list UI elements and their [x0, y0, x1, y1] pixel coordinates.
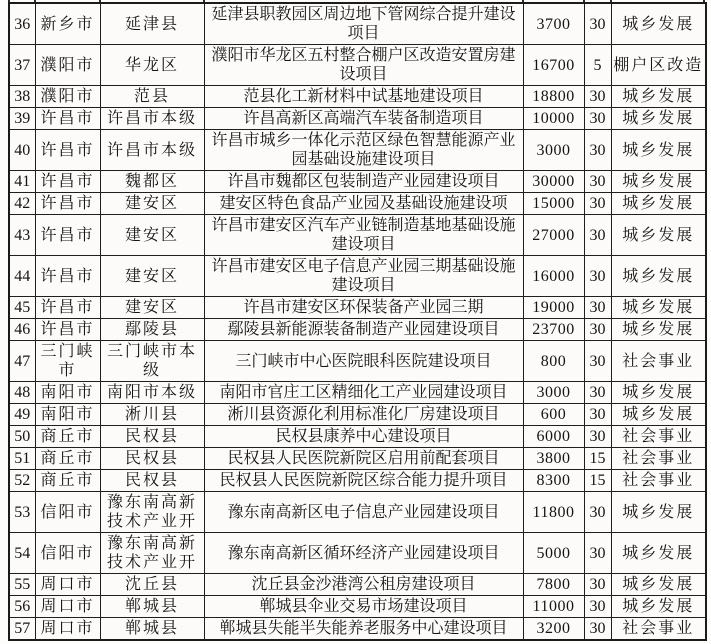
- cell-seq: 45: [9, 297, 35, 319]
- cell-years: 15: [584, 448, 611, 470]
- table-row: [9, 533, 706, 574]
- cell-city: 濮阳市: [35, 45, 100, 86]
- cell-city: 商丘市: [35, 448, 100, 470]
- cell-category: 社会事业: [611, 448, 706, 470]
- cell-seq: 57: [9, 618, 35, 641]
- cell-city: 许昌市: [35, 256, 100, 297]
- cell-district: 鄢陵县: [100, 319, 204, 341]
- cell-seq: 52: [9, 470, 35, 492]
- cell-category: 社会事业: [611, 618, 706, 641]
- table-row: [9, 3, 706, 45]
- table-row: [9, 492, 706, 533]
- cell-seq: 54: [9, 533, 35, 574]
- cell-amount: 19000: [523, 297, 584, 319]
- cell-district: 民权县: [100, 426, 204, 448]
- cell-amount: 30000: [523, 171, 584, 193]
- cell-category: 棚户区改造: [611, 45, 706, 86]
- cell-city: 信阳市: [35, 492, 100, 533]
- table-row: [9, 319, 706, 341]
- cell-seq: 42: [9, 193, 35, 215]
- cell-city: 南阳市: [35, 404, 100, 426]
- cell-years: 30: [584, 108, 611, 130]
- cell-seq: 49: [9, 404, 35, 426]
- cell-seq: 38: [9, 86, 35, 108]
- cell-seq: 41: [9, 171, 35, 193]
- table-row: [9, 108, 706, 130]
- table-row: [9, 341, 706, 382]
- cell-district: 三门峡市本级: [100, 341, 204, 382]
- cell-years: 30: [584, 130, 611, 171]
- cell-seq: 39: [9, 108, 35, 130]
- cell-city: 许昌市: [35, 130, 100, 171]
- cell-district: 沈丘县: [100, 574, 204, 596]
- cell-project: 许昌市城乡一体化示范区绿色智慧能源产业园基础设施建设项目: [204, 130, 523, 171]
- cell-project: 许昌市魏都区包装制造产业园建设项目: [204, 171, 523, 193]
- table-row: [9, 171, 706, 193]
- cell-district: 民权县: [100, 470, 204, 492]
- table-row: [9, 448, 706, 470]
- cell-district: 建安区: [100, 193, 204, 215]
- cell-category: 城乡发展: [611, 596, 706, 618]
- cell-amount: 18800: [523, 86, 584, 108]
- cell-district: 民权县: [100, 448, 204, 470]
- cell-amount: 600: [523, 404, 584, 426]
- table-row: [9, 426, 706, 448]
- cell-seq: 37: [9, 45, 35, 86]
- cell-amount: 11000: [523, 596, 584, 618]
- cell-project: 民权县康养中心建设项目: [204, 426, 523, 448]
- table-row: [9, 382, 706, 404]
- table-row: [9, 256, 706, 297]
- cell-project: 延津县职教园区周边地下管网综合提升建设项目: [204, 3, 523, 45]
- cell-seq: 46: [9, 319, 35, 341]
- cell-city: 商丘市: [35, 426, 100, 448]
- cell-city: 商丘市: [35, 470, 100, 492]
- cell-project: 民权县人民医院新院区综合能力提升项目: [204, 470, 523, 492]
- cell-category: 城乡发展: [611, 86, 706, 108]
- cell-city: 许昌市: [35, 108, 100, 130]
- cell-category: 城乡发展: [611, 193, 706, 215]
- cell-district: 豫东南高新技术产业开: [100, 533, 204, 574]
- cell-city: 三门峡市: [35, 341, 100, 382]
- cell-district: 淅川县: [100, 404, 204, 426]
- cell-years: 30: [584, 319, 611, 341]
- cell-years: 30: [584, 618, 611, 641]
- table-row: [9, 470, 706, 492]
- cell-seq: 36: [9, 3, 35, 45]
- cell-project: 许昌市建安区环保装备产业园三期: [204, 297, 523, 319]
- cell-seq: 44: [9, 256, 35, 297]
- cell-amount: 16700: [523, 45, 584, 86]
- cell-project: 郸城县伞业交易市场建设项目: [204, 596, 523, 618]
- cell-years: 5: [584, 45, 611, 86]
- cell-amount: 15000: [523, 193, 584, 215]
- cell-years: 30: [584, 297, 611, 319]
- cell-amount: 8300: [523, 470, 584, 492]
- cell-city: 许昌市: [35, 171, 100, 193]
- cell-years: 30: [584, 341, 611, 382]
- cell-years: 30: [584, 596, 611, 618]
- cell-years: 30: [584, 193, 611, 215]
- cell-city: 许昌市: [35, 319, 100, 341]
- cell-project: 沈丘县金沙港湾公租房建设项目: [204, 574, 523, 596]
- cell-district: 南阳市本级: [100, 382, 204, 404]
- cell-category: 城乡发展: [611, 533, 706, 574]
- cell-city: 许昌市: [35, 193, 100, 215]
- cell-city: 周口市: [35, 596, 100, 618]
- cell-amount: 10000: [523, 108, 584, 130]
- cell-category: 社会事业: [611, 470, 706, 492]
- table-row: [9, 596, 706, 618]
- cell-years: 30: [584, 256, 611, 297]
- table-row: [9, 45, 706, 86]
- cell-city: 周口市: [35, 618, 100, 641]
- cell-amount: 23700: [523, 319, 584, 341]
- cell-project: 民权县人民医院新院区启用前配套项目: [204, 448, 523, 470]
- cell-category: 城乡发展: [611, 256, 706, 297]
- cell-years: 30: [584, 404, 611, 426]
- cell-category: 城乡发展: [611, 130, 706, 171]
- cell-amount: 3000: [523, 130, 584, 171]
- cell-years: 30: [584, 86, 611, 108]
- cell-seq: 50: [9, 426, 35, 448]
- cell-district: 范县: [100, 86, 204, 108]
- cell-district: 魏都区: [100, 171, 204, 193]
- cell-category: 社会事业: [611, 341, 706, 382]
- cell-amount: 7800: [523, 574, 584, 596]
- cell-years: 30: [584, 171, 611, 193]
- cell-years: 30: [584, 3, 611, 45]
- cell-district: 华龙区: [100, 45, 204, 86]
- cell-amount: 3200: [523, 618, 584, 641]
- project-table-body: [9, 3, 706, 640]
- cell-city: 许昌市: [35, 215, 100, 256]
- cell-project: 濮阳市华龙区五村整合棚户区改造安置房建设项目: [204, 45, 523, 86]
- cell-years: 30: [584, 533, 611, 574]
- cell-district: 许昌市本级: [100, 108, 204, 130]
- cell-project: 南阳市官庄工区精细化工产业园建设项目: [204, 382, 523, 404]
- cell-category: 城乡发展: [611, 382, 706, 404]
- cell-category: 城乡发展: [611, 574, 706, 596]
- cell-city: 周口市: [35, 574, 100, 596]
- cell-amount: 3800: [523, 448, 584, 470]
- cell-district: 郸城县: [100, 618, 204, 641]
- cell-seq: 51: [9, 448, 35, 470]
- cell-amount: 6000: [523, 426, 584, 448]
- cell-category: 城乡发展: [611, 171, 706, 193]
- table-row: [9, 130, 706, 171]
- cell-years: 30: [584, 574, 611, 596]
- cell-category: 城乡发展: [611, 215, 706, 256]
- cell-amount: 3000: [523, 382, 584, 404]
- cell-amount: 27000: [523, 215, 584, 256]
- cell-seq: 43: [9, 215, 35, 256]
- cell-project: 淅川县资源化利用标准化厂房建设项目: [204, 404, 523, 426]
- cell-amount: 16000: [523, 256, 584, 297]
- cell-seq: 56: [9, 596, 35, 618]
- cell-district: 许昌市本级: [100, 130, 204, 171]
- table-row: [9, 618, 706, 641]
- table-row: [9, 574, 706, 596]
- cell-city: 南阳市: [35, 382, 100, 404]
- cell-project: 豫东南高新区电子信息产业园建设项目: [204, 492, 523, 533]
- cell-years: 30: [584, 492, 611, 533]
- cell-project: 建安区特色食品产业园及基础设施建设项: [204, 193, 523, 215]
- cell-category: 城乡发展: [611, 319, 706, 341]
- table-row: [9, 86, 706, 108]
- table-row: [9, 193, 706, 215]
- cell-district: 建安区: [100, 256, 204, 297]
- cell-years: 30: [584, 426, 611, 448]
- cell-district: 延津县: [100, 3, 204, 45]
- cell-category: 城乡发展: [611, 108, 706, 130]
- cell-amount: 3700: [523, 3, 584, 45]
- table-row: [9, 215, 706, 256]
- table-row: [9, 404, 706, 426]
- cell-city: 新乡市: [35, 3, 100, 45]
- cell-amount: 800: [523, 341, 584, 382]
- cell-seq: 40: [9, 130, 35, 171]
- cell-seq: 48: [9, 382, 35, 404]
- cell-city: 濮阳市: [35, 86, 100, 108]
- project-table: [8, 2, 707, 641]
- cell-seq: 47: [9, 341, 35, 382]
- cell-project: 豫东南高新区循环经济产业园建设项目: [204, 533, 523, 574]
- cell-project: 鄢陵县新能源装备制造产业园建设项目: [204, 319, 523, 341]
- cell-years: 30: [584, 215, 611, 256]
- cell-category: 城乡发展: [611, 3, 706, 45]
- cell-category: 社会事业: [611, 426, 706, 448]
- cell-district: 建安区: [100, 215, 204, 256]
- cell-project: 三门峡市中心医院眼科医院建设项目: [204, 341, 523, 382]
- cell-city: 信阳市: [35, 533, 100, 574]
- cell-district: 郸城县: [100, 596, 204, 618]
- cell-amount: 11800: [523, 492, 584, 533]
- cell-category: 城乡发展: [611, 297, 706, 319]
- cell-category: 城乡发展: [611, 492, 706, 533]
- cell-years: 30: [584, 382, 611, 404]
- cell-city: 许昌市: [35, 297, 100, 319]
- table-row: [9, 297, 706, 319]
- cell-amount: 5000: [523, 533, 584, 574]
- cell-seq: 55: [9, 574, 35, 596]
- cell-years: 15: [584, 470, 611, 492]
- cell-project: 许昌市建安区电子信息产业园三期基础设施建设项目: [204, 256, 523, 297]
- cell-project: 郸城县失能半失能养老服务中心建设项目: [204, 618, 523, 641]
- cell-project: 许昌市建安区汽车产业链制造基地基础设施建设项目: [204, 215, 523, 256]
- cell-seq: 53: [9, 492, 35, 533]
- cell-district: 建安区: [100, 297, 204, 319]
- cell-project: 许昌高新区高端汽车装备制造项目: [204, 108, 523, 130]
- cell-category: 城乡发展: [611, 404, 706, 426]
- cell-district: 豫东南高新技术产业开: [100, 492, 204, 533]
- cell-project: 范县化工新材料中试基地建设项目: [204, 86, 523, 108]
